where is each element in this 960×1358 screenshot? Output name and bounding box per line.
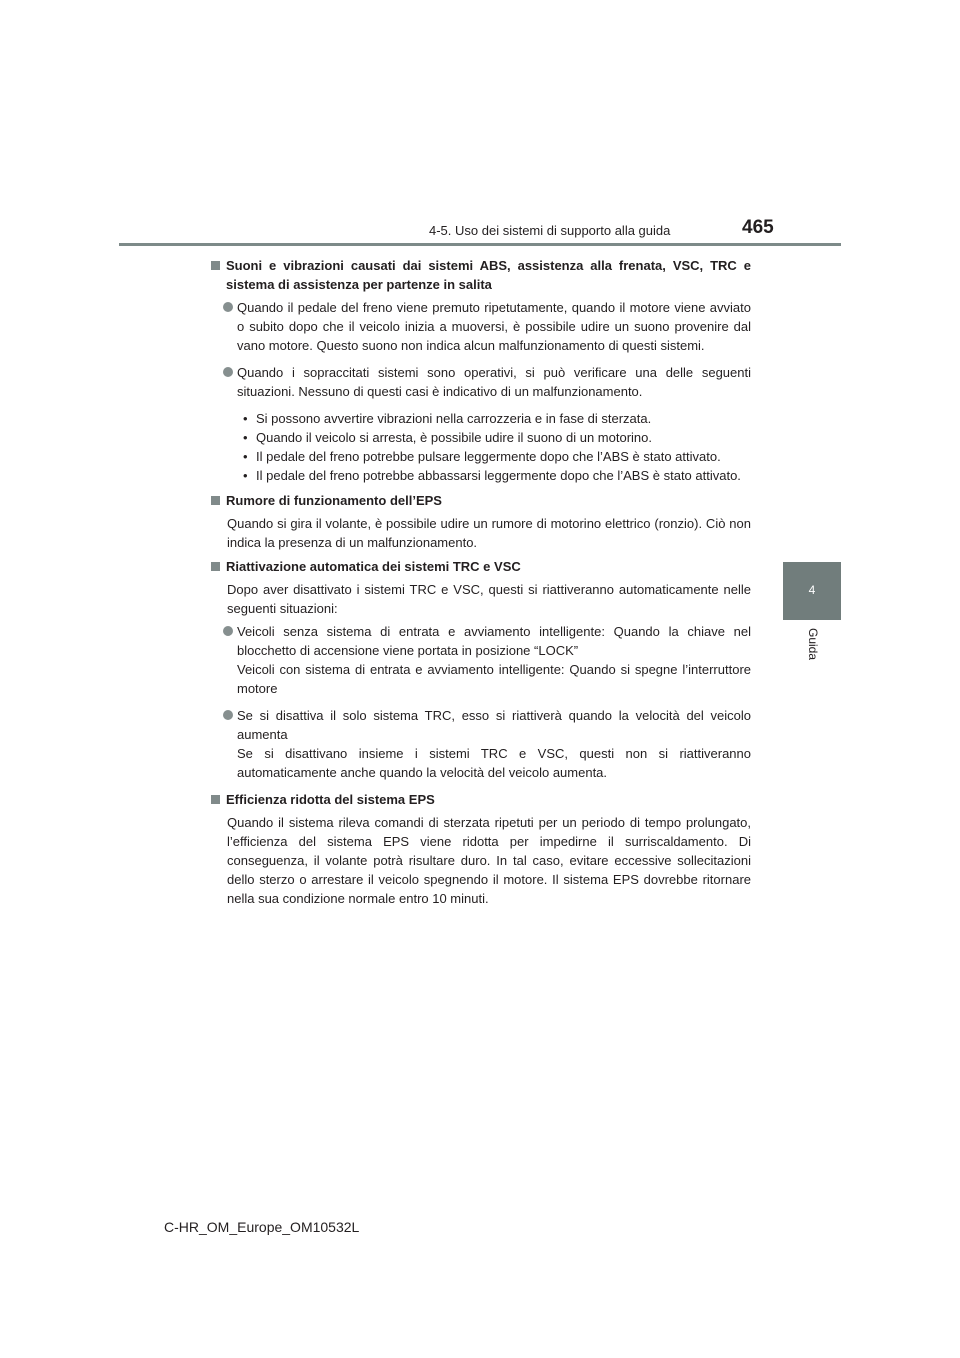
circle-bullet-icon bbox=[223, 626, 233, 636]
page-number: 465 bbox=[742, 217, 774, 238]
running-header: 4-5. Uso dei sistemi di supporto alla guida bbox=[429, 223, 671, 238]
list-item: Quando i sopraccitati sistemi sono operativi, si può verificare una delle seguenti situazioni. Nessuno di questi casi è indicativo di un malfunzionamento. bbox=[227, 363, 751, 401]
square-bullet-icon bbox=[211, 562, 220, 571]
section-heading: Suoni e vibrazioni causati dai sistemi ABS, assistenza alla frenata, VSC, TRC e sistema di assistenza per partenze in salita bbox=[211, 256, 751, 294]
section-heading: Rumore di funzionamento dell’EPS bbox=[211, 491, 751, 510]
list-item: Veicoli senza sistema di entrata e avviamento intelligente: Quando la chiave nel blocchetto di accensione viene portata in posizione “LOCK” Veicoli con sistema di entrata e avviamento intelligente: Quando si spegne l’interruttore motore bbox=[227, 622, 751, 698]
section-trc-vsc-reactivation bbox=[211, 557, 751, 782]
sub-list bbox=[227, 409, 751, 485]
circle-bullet-icon bbox=[223, 302, 233, 312]
page-content bbox=[211, 256, 751, 913]
square-bullet-icon bbox=[211, 795, 220, 804]
list-item: Se si disattiva il solo sistema TRC, esso si riattiverà quando la velocità del veicolo aumenta Se si disattivano insieme i sistemi TRC e VSC, questi non si riattiveranno automaticamente anche quando la velocità del veicolo aumenta. bbox=[227, 706, 751, 782]
square-bullet-icon bbox=[211, 261, 220, 270]
chapter-tab: 4 bbox=[783, 562, 841, 620]
sub-list-item: • Si possono avvertire vibrazioni nella carrozzeria e in fase di sterzata. bbox=[243, 409, 751, 428]
section-eps-reduced bbox=[211, 790, 751, 908]
chapter-label bbox=[806, 628, 820, 688]
square-bullet-icon bbox=[211, 496, 220, 505]
paragraph: Quando il sistema rileva comandi di sterzata ripetuti per un periodo di tempo prolungato, l’efficienza del sistema EPS viene ridotta per impedirne il surriscaldamento. Di conseguenza, il volante potrà risultare duro. In tal caso, evitare eccessive sollecitazioni dello sterzo o arrestare il veicolo spegnendo il motore. Il sistema EPS dovrebbe ritornare nella sua condizione normale entro 10 minuti. bbox=[227, 815, 751, 906]
header-divider bbox=[119, 243, 841, 246]
sub-list-item: • Il pedale del freno potrebbe pulsare leggermente dopo che l’ABS è stato attivato. bbox=[243, 447, 751, 466]
sub-list-item: • Quando il veicolo si arresta, è possibile udire il suono di un motorino. bbox=[243, 428, 751, 447]
paragraph: Quando si gira il volante, è possibile udire un rumore di motorino elettrico (ronzio). Ciò non indica la presenza di un malfunzionamento. bbox=[227, 516, 751, 550]
section-eps-noise bbox=[211, 491, 751, 552]
section-heading: Riattivazione automatica dei sistemi TRC e VSC bbox=[211, 557, 751, 576]
circle-bullet-icon bbox=[223, 367, 233, 377]
document-id: C-HR_OM_Europe_OM10532L bbox=[164, 1219, 360, 1235]
chapter-label-text: Guida bbox=[806, 628, 820, 661]
section-abs-sounds bbox=[211, 256, 751, 485]
sub-list-item: • Il pedale del freno potrebbe abbassarsi leggermente dopo che l’ABS è stato attivato. bbox=[243, 466, 751, 485]
paragraph: Dopo aver disattivato i sistemi TRC e VSC, questi si riattiveranno automaticamente nelle seguenti situazioni: bbox=[227, 582, 751, 616]
circle-bullet-icon bbox=[223, 710, 233, 720]
list-item: Quando il pedale del freno viene premuto ripetutamente, quando il motore viene avviato o subito dopo che il veicolo inizia a muoversi, è possibile udire un suono provenire dal vano motore. Questo suono non indica alcun malfunzionamento di questi sistemi. bbox=[227, 298, 751, 355]
section-heading: Efficienza ridotta del sistema EPS bbox=[211, 790, 751, 809]
